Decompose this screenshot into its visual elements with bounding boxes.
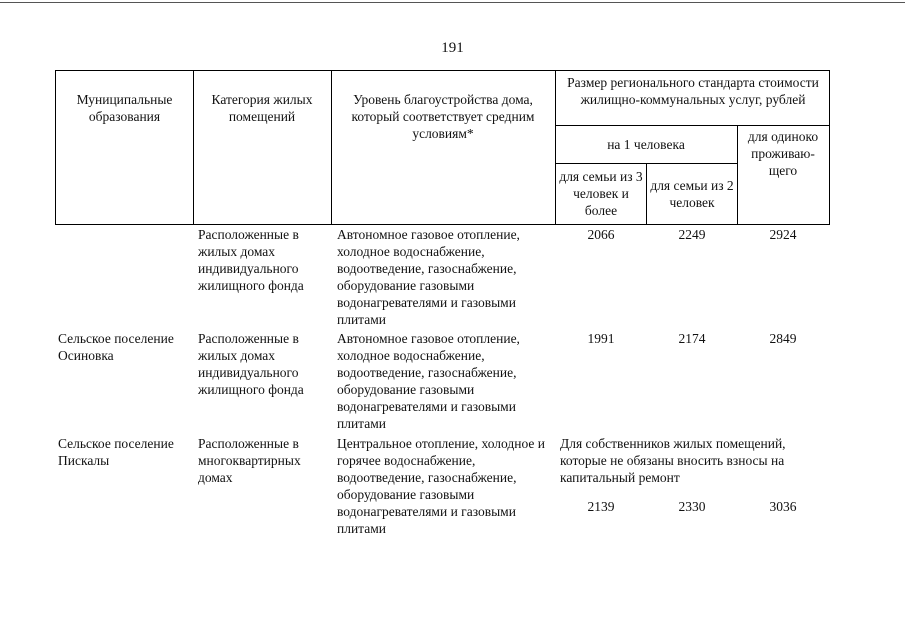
table-col-divider-1: [193, 70, 194, 225]
row1-category: Расположенные в жилых домах индивидуального жилищного фонда: [198, 227, 304, 293]
row1-family2: 2249: [678, 227, 706, 242]
table-col-divider-5: [737, 125, 738, 225]
table-col-divider-2: [331, 70, 332, 225]
header-per-person: на 1 человека: [607, 137, 685, 152]
top-border-line: [0, 2, 905, 3]
row3-level: Центральное отопление, холодное и горячее водоснабжение, водоотведение, газоснабжение, оборудование газовыми водонагревателями и газовыми плитами: [337, 436, 545, 536]
row3-note: Для собственников жилых помещений, которые не обязаны вносить взносы на капитальный ремонт: [560, 436, 786, 485]
header-category: Категория жилых помещений: [211, 92, 313, 124]
row2-family2: 2174: [678, 331, 706, 346]
table-col-divider-4: [646, 163, 647, 225]
header-size: Размер регионального стандарта стоимости жилищно-коммунальных услуг, рублей: [567, 75, 819, 107]
row1-level: Автономное газовое отопление, холодное водоснабжение, водоотведение, газоснабжение, оборудование газовыми водонагревателями и газовыми плитами: [337, 227, 520, 327]
row3-category: Расположенные в многоквартирных домах: [198, 436, 301, 485]
page-number: 191: [441, 40, 464, 56]
row1-family3: 2066: [587, 227, 615, 242]
header-family2: для семьи из 2 человек: [650, 178, 734, 210]
row3-family2: 2330: [678, 499, 706, 514]
row3-single: 3036: [769, 499, 797, 514]
row2-single: 2849: [769, 331, 797, 346]
row2-category: Расположенные в жилых домах индивидуального жилищного фонда: [198, 331, 304, 397]
row2-family3: 1991: [587, 331, 615, 346]
row1-single: 2924: [769, 227, 797, 242]
header-family3: для семьи из 3 человек и более: [559, 169, 643, 218]
row2-level: Автономное газовое отопление, холодное водоснабжение, водоотведение, газоснабжение, оборудование газовыми водонагревателями и газовыми плитами: [337, 331, 520, 431]
row3-municipality: Сельское поселение Пискалы: [58, 436, 174, 468]
header-level: Уровень благоустройства дома, который соответствует средним условиям*: [351, 92, 535, 141]
header-municipal: Муниципальные образования: [76, 92, 173, 124]
row2-municipality: Сельское поселение Осиновка: [58, 331, 174, 363]
row3-family3: 2139: [587, 499, 615, 514]
table-right-border: [829, 70, 830, 225]
header-single: для одиноко проживаю-щего: [747, 129, 819, 178]
table-col-divider-3: [555, 70, 556, 225]
table-left-border: [55, 70, 56, 225]
table-subheader-line: [555, 125, 830, 126]
table-header-bottom: [55, 224, 830, 225]
table-top-border: [55, 70, 830, 71]
